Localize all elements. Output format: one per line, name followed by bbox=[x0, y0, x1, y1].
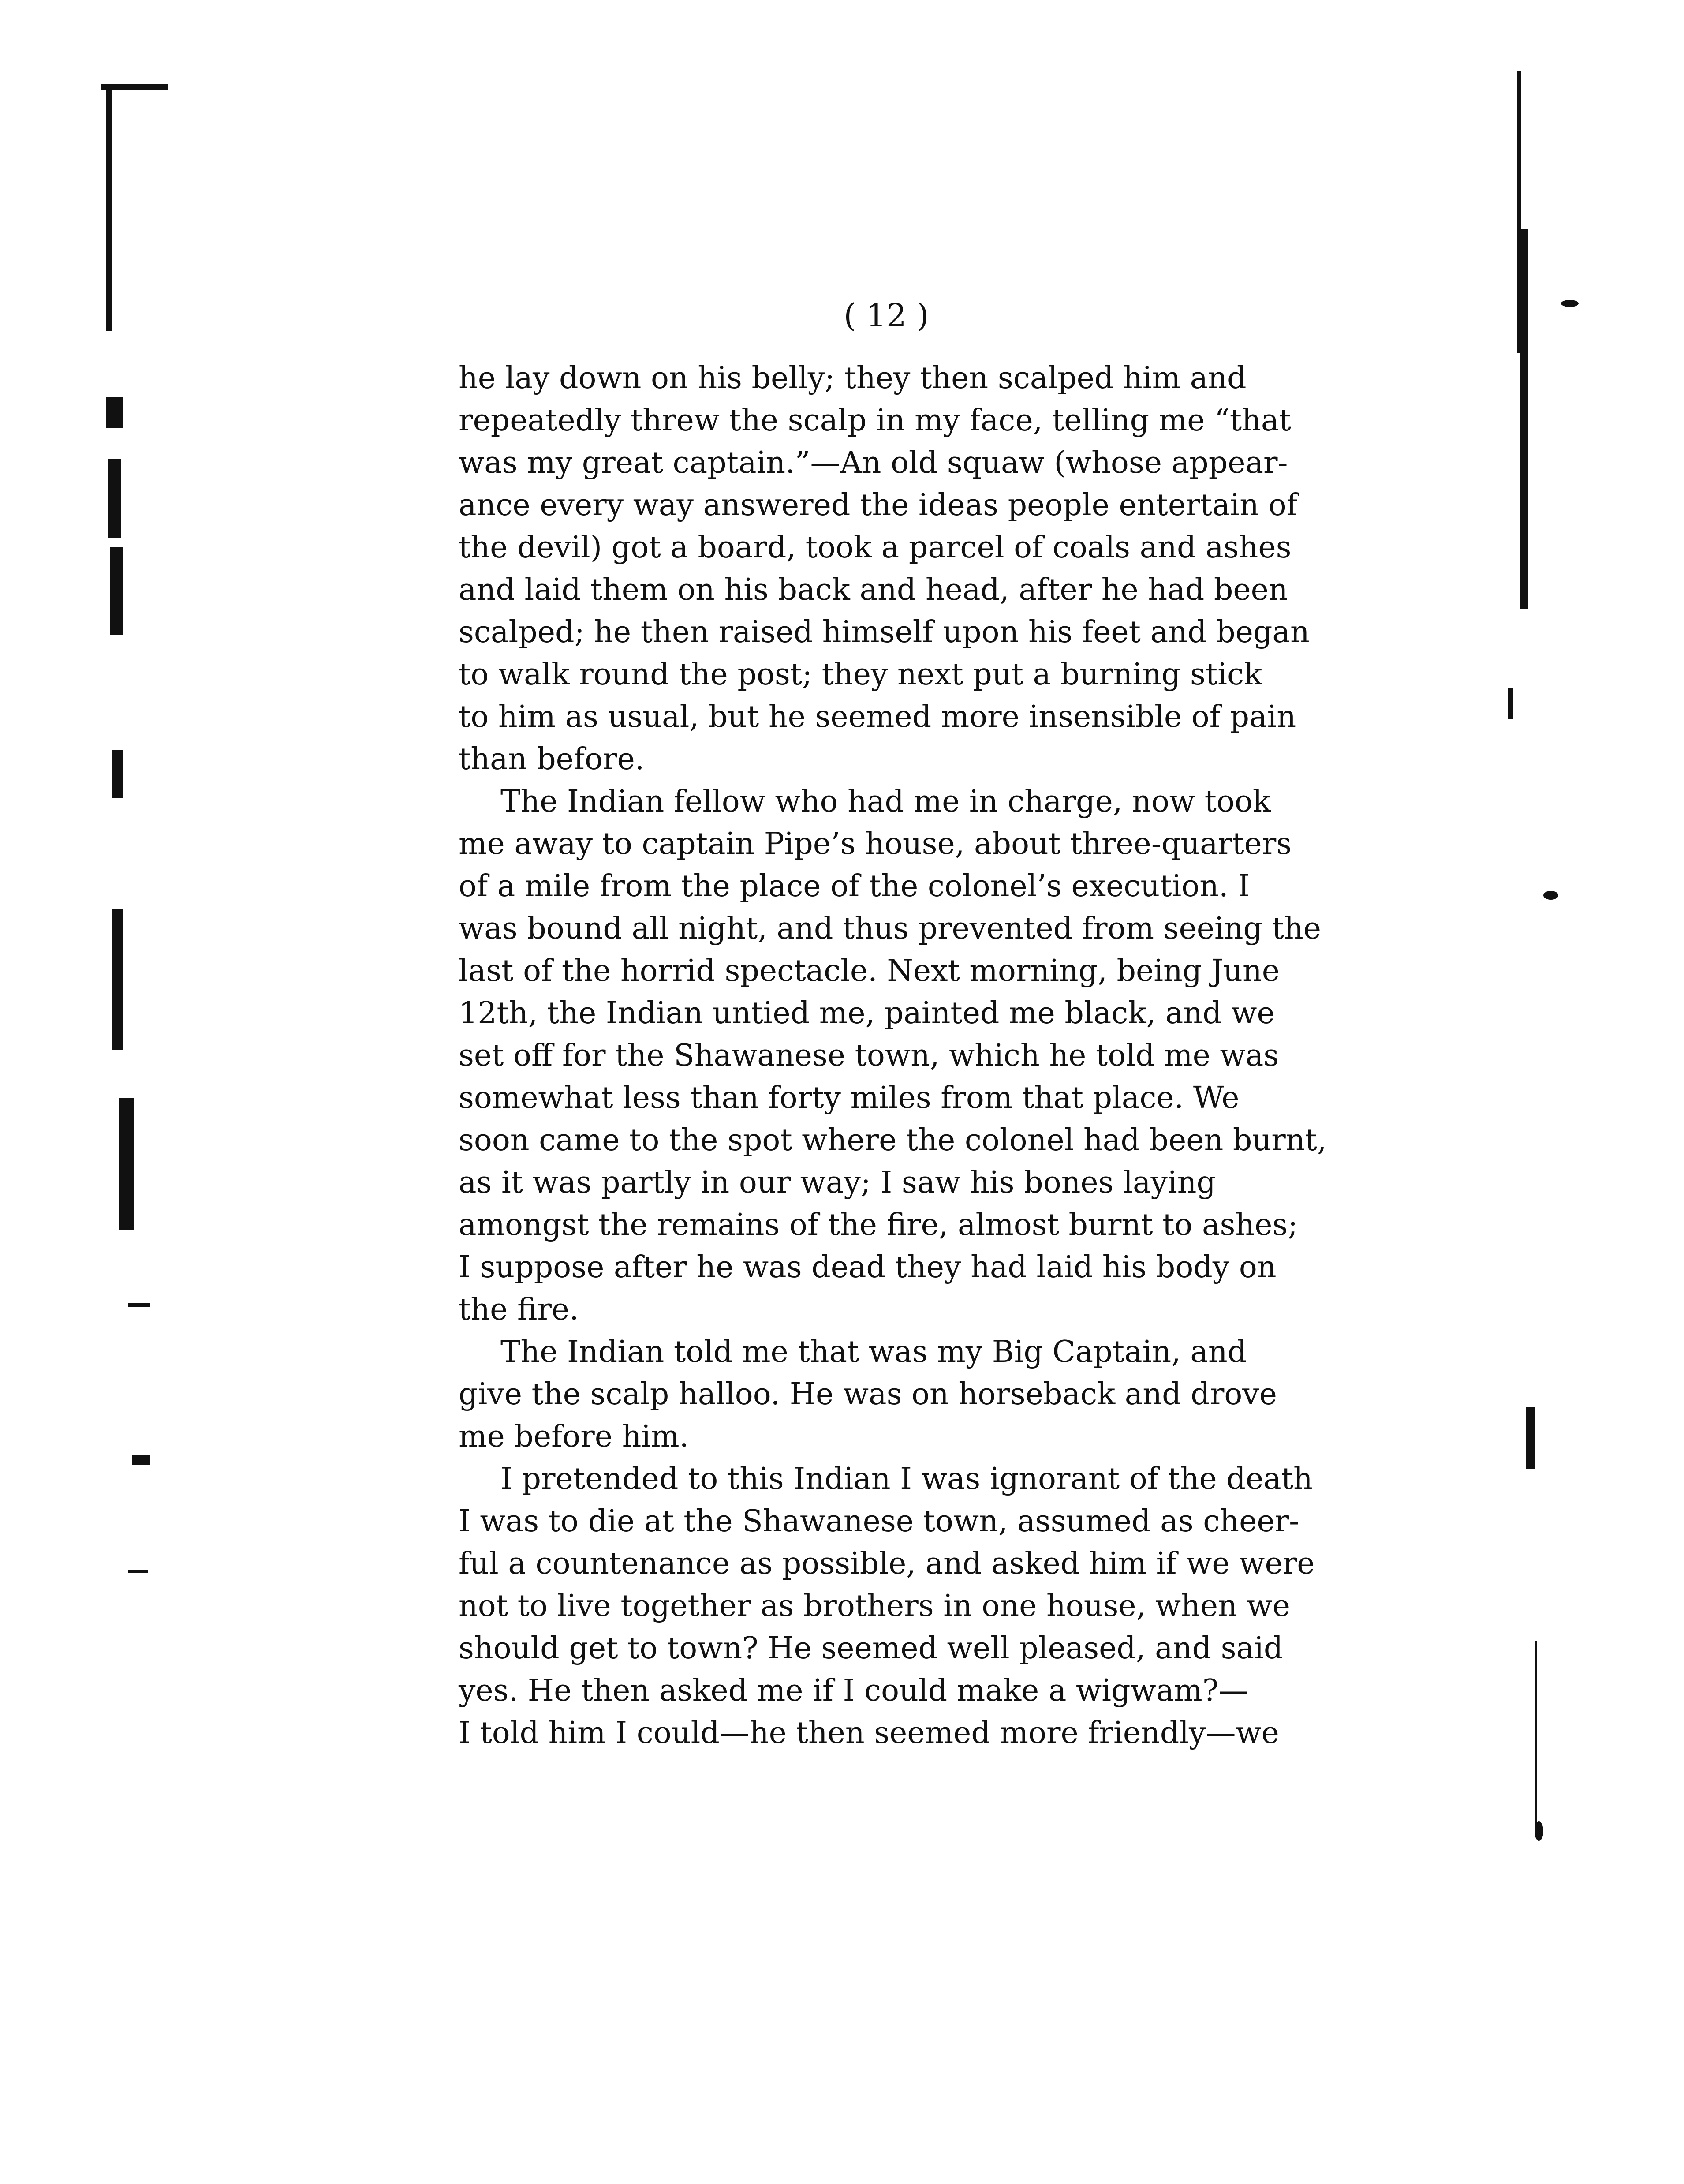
text-line: should get to town? He seemed well pleased, and said bbox=[459, 1631, 1283, 1666]
scan-artifact-right-mark bbox=[1526, 1407, 1535, 1469]
text-line: and laid them on his back and head, after he had been bbox=[459, 572, 1288, 607]
text-line: scalped; he then raised himself upon his feet and began bbox=[459, 615, 1310, 650]
scan-artifact-left-mark bbox=[119, 1098, 134, 1230]
text-line: yes. He then asked me if I could make a wigwam?— bbox=[459, 1673, 1249, 1708]
text-line: last of the horrid spectacle. Next morning, being June bbox=[459, 954, 1280, 988]
text-line: the devil) got a board, took a parcel of coals and ashes bbox=[459, 530, 1292, 565]
scan-artifact-speck bbox=[1543, 891, 1558, 900]
scan-artifact-left-mark bbox=[110, 547, 123, 635]
scan-artifact-speck bbox=[1535, 1821, 1543, 1841]
text-line: was my great captain.”—An old squaw (whose appear- bbox=[459, 445, 1288, 480]
text-line: than before. bbox=[459, 742, 645, 777]
text-line: I told him I could—he then seemed more friendly—we bbox=[459, 1716, 1279, 1750]
text-line: set off for the Shawanese town, which he told me was bbox=[459, 1038, 1279, 1073]
scan-artifact-right-mark bbox=[1535, 1641, 1537, 1826]
scan-artifact-left-mark bbox=[108, 459, 121, 538]
text-line: The Indian told me that was my Big Captain, and bbox=[500, 1335, 1247, 1369]
paragraph-4 bbox=[459, 1458, 1349, 1754]
scan-artifact-left-bar bbox=[106, 84, 112, 331]
scan-artifact-left-mark bbox=[112, 909, 123, 1050]
text-line: soon came to the spot where the colonel had been burnt, bbox=[459, 1123, 1327, 1158]
text-line: I was to die at the Shawanese town, assumed as cheer- bbox=[459, 1504, 1299, 1539]
text-line: somewhat less than forty miles from that place. We bbox=[459, 1081, 1240, 1115]
paragraph-2 bbox=[459, 781, 1349, 1331]
text-line: to walk round the post; they next put a burning stick bbox=[459, 657, 1262, 692]
text-line: amongst the remains of the fire, almost burnt to ashes; bbox=[459, 1208, 1298, 1242]
scan-artifact-left-mark bbox=[106, 397, 123, 428]
text-line: the fire. bbox=[459, 1292, 579, 1327]
text-line: he lay down on his belly; they then scalped him and bbox=[459, 361, 1247, 396]
paragraph-1 bbox=[459, 357, 1349, 781]
text-line: me away to captain Pipe’s house, about three-quarters bbox=[459, 826, 1292, 861]
page-number: ( 12 ) bbox=[844, 297, 929, 334]
text-line: was bound all night, and thus prevented from seeing the bbox=[459, 911, 1322, 946]
scan-artifact-left-dash bbox=[132, 1455, 150, 1465]
scan-artifact-left-mark bbox=[112, 750, 123, 798]
scan-artifact-right-mark bbox=[1508, 688, 1513, 719]
text-line: to him as usual, but he seemed more insensible of pain bbox=[459, 699, 1296, 734]
body-text bbox=[459, 357, 1349, 1754]
text-line: repeatedly threw the scalp in my face, telling me “that bbox=[459, 403, 1291, 438]
text-line: me before him. bbox=[459, 1419, 689, 1454]
text-line: I pretended to this Indian I was ignorant of the death bbox=[500, 1462, 1313, 1496]
scan-artifact-right-bar bbox=[1520, 229, 1528, 609]
text-line: of a mile from the place of the colonel’s execution. I bbox=[459, 869, 1250, 904]
text-line: ance every way answered the ideas people entertain of bbox=[459, 488, 1298, 523]
text-line: 12th, the Indian untied me, painted me black, and we bbox=[459, 996, 1275, 1031]
scan-artifact-left-dash bbox=[128, 1303, 150, 1307]
text-line: give the scalp halloo. He was on horseback and drove bbox=[459, 1377, 1277, 1412]
paragraph-3 bbox=[459, 1331, 1349, 1458]
text-line: The Indian fellow who had me in charge, now took bbox=[500, 784, 1271, 819]
text-line: not to live together as brothers in one house, when we bbox=[459, 1589, 1291, 1623]
text-line: ful a countenance as possible, and asked him if we were bbox=[459, 1546, 1315, 1581]
text-line: as it was partly in our way; I saw his bones laying bbox=[459, 1165, 1216, 1200]
scan-artifact-speck bbox=[1561, 300, 1579, 307]
scan-artifact-left-dash bbox=[128, 1570, 148, 1573]
text-line: I suppose after he was dead they had laid his body on bbox=[459, 1250, 1277, 1285]
